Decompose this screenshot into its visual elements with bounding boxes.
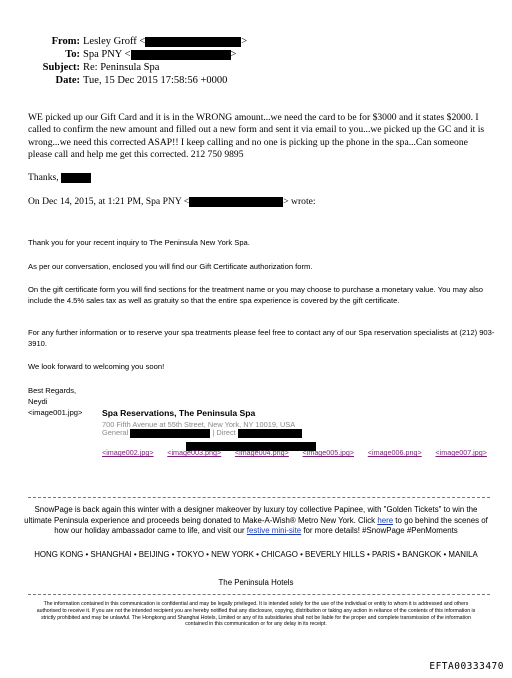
promo-brand: The Peninsula Hotels	[218, 578, 294, 587]
quote-intro-prefix: On Dec 14, 2015, at 1:21 PM, Spa PNY <	[28, 196, 190, 207]
quote-intro-suffix: > wrote:	[283, 196, 316, 207]
redaction-bar	[145, 37, 241, 47]
subject-value: Re: Peninsula Spa	[83, 62, 160, 73]
redaction-bar	[189, 197, 283, 207]
date-value: Tue, 15 Dec 2015 17:58:56 +0000	[83, 75, 228, 86]
from-label: From:	[51, 36, 80, 47]
quoted-p3: On the gift certificate form you will find sections for the treatment name or you may choose to purchase a monetary value. You may also include the 4.5% sales tax as well as gratuity so that the entire spa experience is covered by the gift certificate.	[28, 285, 484, 305]
from-close: >	[241, 36, 248, 47]
date-label: Date:	[55, 75, 80, 86]
date-row	[0, 74, 227, 87]
promo-text-1: SnowPage is back again this winter with a designer makeover by luxury toy collective Papinee, with "Golden Tickets" to win the ultimate Peninsula experience and proceeds being donated to Make-A-Wish® Metro New York. Click	[24, 505, 478, 525]
image004-link[interactable]: <image004.png>	[234, 448, 289, 457]
promo-text-2: to go behind the scenes of how our holiday ambassador came to life, and visit our	[54, 515, 488, 536]
signature-general: General	[102, 428, 129, 437]
signature-title: Spa Reservations, The Peninsula Spa	[102, 408, 256, 418]
quoted-p1: Thank you for your recent inquiry to The Peninsula New York Spa.	[28, 238, 250, 247]
signature-address: 700 Fifth Avenue at 55th Street, New York, NY 10019, USA	[102, 420, 296, 429]
image003-link[interactable]: <image003.png>	[167, 448, 222, 457]
promo-cities: HONG KONG • SHANGHAI • BEIJING • TOKYO • NEW YORK • CHICAGO • BEVERLY HILLS • PARIS • BANGKOK • MANILA	[34, 550, 478, 559]
quoted-p4: For any further information or to reserve your spa treatments please feel free to contact any of our Spa reservation specialists at (212) 903-3910.	[28, 328, 495, 348]
image002-link[interactable]: <image002.jpg>	[102, 448, 154, 457]
to-row	[0, 48, 236, 61]
reply-paragraph: WE picked up our Gift Card and it is in the WRONG amount...we need the card to be for $3000 and it states $2000. I called to confirm the new amount and filled out a new form and sent it via email to you...we picked up the GC and it is wrong...we need this corrected ASAP!! I keep calling and no one is picking up the phone in the spa...Can someone please call and help me get this corrected. 212 750 9895	[28, 112, 485, 161]
from-row	[0, 35, 247, 48]
image006-link[interactable]: <image006.png>	[367, 448, 422, 457]
to-value: Spa PNY <	[83, 49, 131, 60]
redaction-bar	[131, 50, 231, 60]
image005-link[interactable]: <image005.jpg>	[302, 448, 355, 457]
bates-number: EFTA00333470	[429, 661, 504, 672]
sender-name: Neydi	[28, 397, 48, 406]
regards: Best Regards,	[28, 386, 77, 395]
signature-direct: | Direct	[212, 428, 236, 437]
redaction-bar	[61, 173, 91, 183]
promo-top-divider	[28, 497, 490, 498]
to-label: To:	[65, 49, 80, 60]
subject-label: Subject:	[42, 62, 80, 73]
promo-text-3: for more details! #SnowPage #PenMoments	[301, 526, 458, 536]
promo-festive-link[interactable]: festive mini-site	[246, 526, 302, 536]
quote-intro	[28, 196, 488, 208]
legal-disclaimer: The information contained in this communication is confidential and may be legally privileged. It is intended solely for the use of the individual or entity to whom it is addressed and others authorised to receive it. If you are not the intended recipient you are hereby notified that any disclosure, copying, distribution or taking any action in reliance of the contents of this information is strictly prohibited and may be unlawful. The Hongkong and Shanghai Hotels, Limited or any of its subsidiaries shall not be liable for the proper and complete transmission of the information contained in this communication or for any delay in its receipt.	[36, 601, 476, 628]
reply-thanks	[28, 172, 488, 184]
subject-row	[0, 61, 159, 74]
to-close: >	[230, 49, 237, 60]
quoted-p5: We look forward to welcoming you soon!	[28, 362, 165, 371]
promo-paragraph	[22, 505, 490, 537]
thanks-text: Thanks,	[28, 172, 59, 183]
signature-image-links	[102, 448, 487, 457]
image001-placeholder: <image001.jpg>	[28, 408, 83, 417]
from-value: Lesley Groff <	[83, 36, 146, 47]
image007-link[interactable]: <image007.jpg>	[435, 448, 487, 457]
promo-bottom-divider	[28, 594, 490, 595]
quoted-p2: As per our conversation, enclosed you will find our Gift Certificate authorization form.	[28, 262, 313, 271]
promo-here-link[interactable]: here	[377, 515, 394, 525]
